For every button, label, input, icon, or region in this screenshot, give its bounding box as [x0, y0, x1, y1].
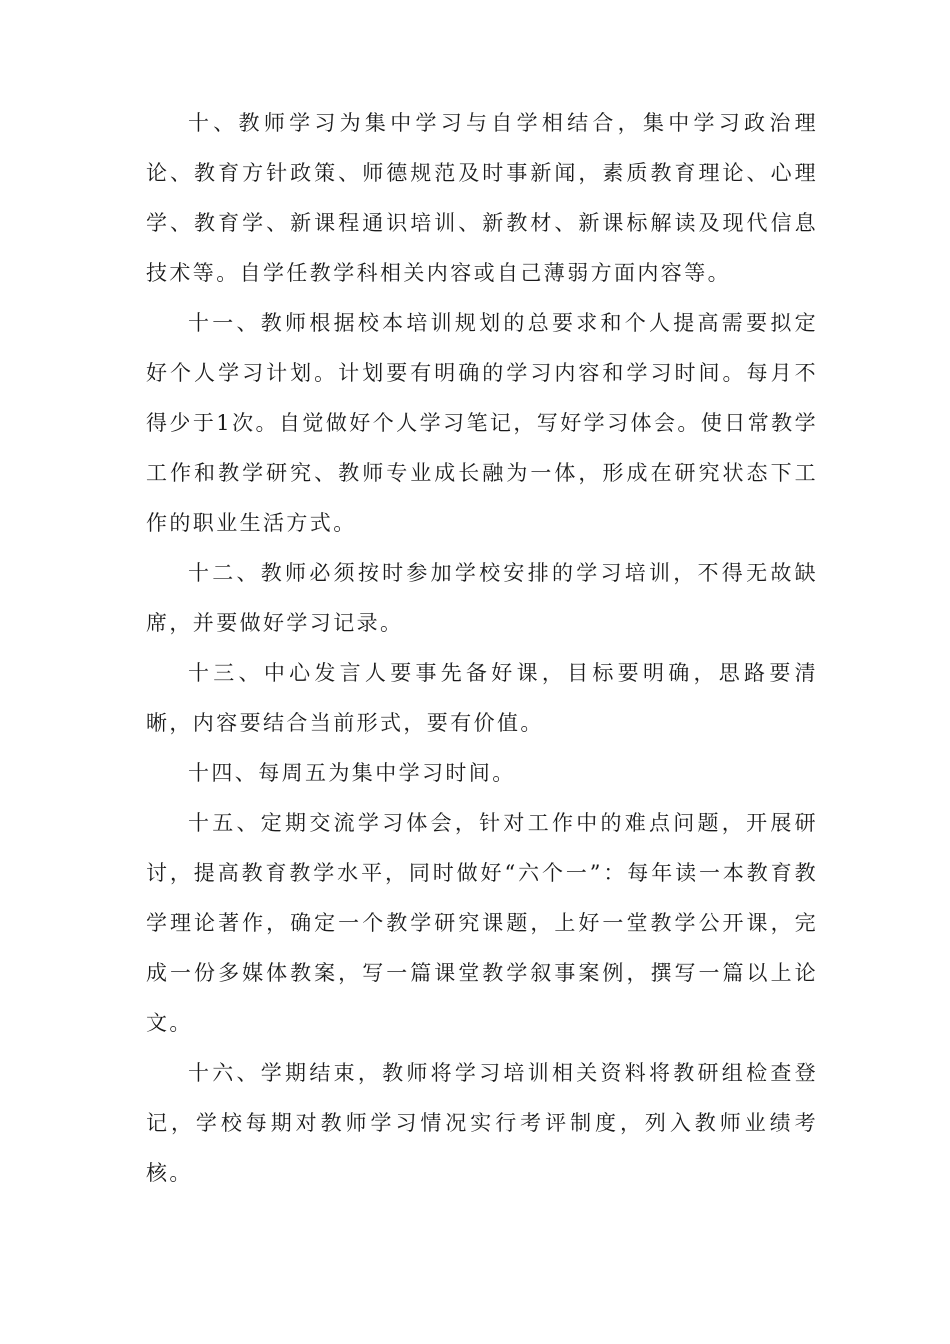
paragraph-11: 十一、教师根据校本培训规划的总要求和个人提高需要拟定好个人学习计划。计划要有明确的学习内容和学习时间。每月不得少于1次。自觉做好个人学习笔记，写好学习体会。使日常教学工作和教学研究、教师专业成长融为一体，形成在研究状态下工作的职业生活方式。: [146, 311, 818, 535]
paragraph-14: 十四、每周五为集中学习时间。: [188, 761, 516, 785]
document-body: [146, 98, 818, 1198]
paragraph-12: 十二、教师必须按时参加学校安排的学习培训，不得无故缺席，并要做好学习记录。: [146, 561, 818, 635]
paragraph-10: 十、教师学习为集中学习与自学相结合，集中学习政治理论、教育方针政策、师德规范及时事新闻，素质教育理论、心理学、教育学、新课程通识培训、新教材、新课标解读及现代信息技术等。自学任教学科相关内容或自己薄弱方面内容等。: [146, 111, 818, 285]
paragraph-13: 十三、中心发言人要事先备好课，目标要明确，思路要清晰，内容要结合当前形式，要有价值。: [146, 661, 818, 735]
paragraph-15: 十五、定期交流学习体会，针对工作中的难点问题，开展研讨，提高教育教学水平，同时做好“六个一”：每年读一本教育教学理论著作，确定一个教学研究课题，上好一堂教学公开课，完成一份多媒体教案，写一篇课堂教学叙事案例，撰写一篇以上论文。: [146, 811, 818, 1035]
paragraph-16: 十六、学期结束，教师将学习培训相关资料将教研组检查登记，学校每期对教师学习情况实行考评制度，列入教师业绩考核。: [146, 1061, 818, 1185]
